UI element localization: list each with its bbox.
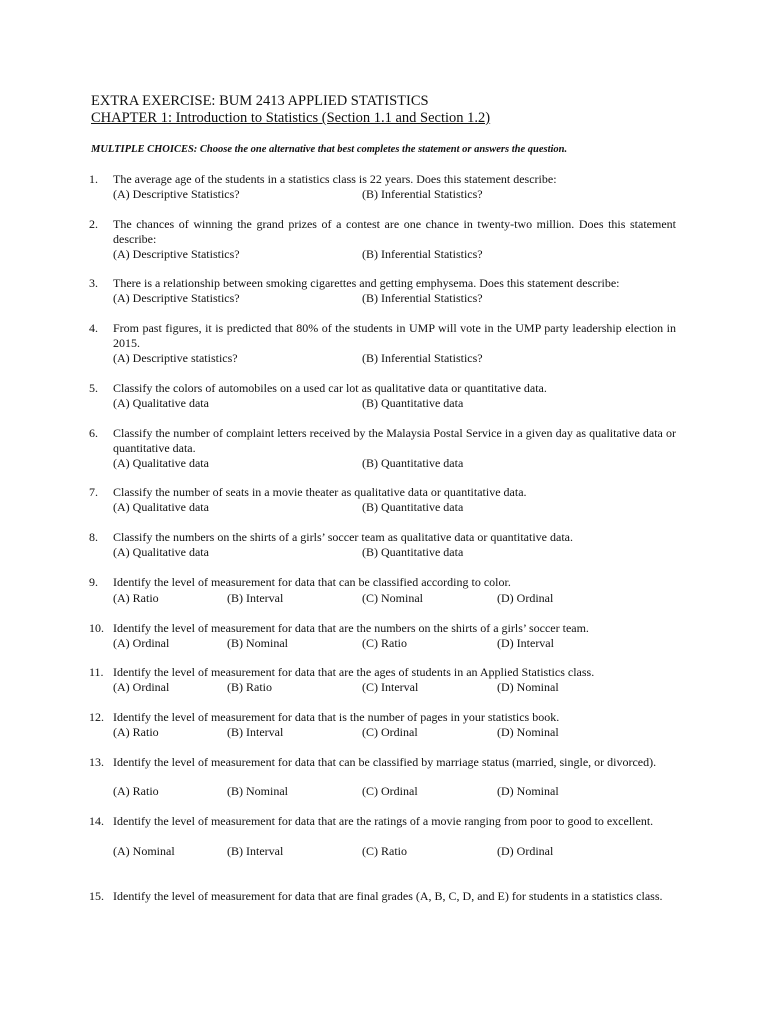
option-b: (B) Quantitative data xyxy=(362,500,464,514)
option-a: (A) Qualitative data xyxy=(113,545,209,559)
question-text: Identify the level of measurement for data that are the ratings of a movie ranging from poor to good to excellent. xyxy=(113,814,654,828)
option-b: (B) Quantitative data xyxy=(362,545,464,559)
option-a: (A) Qualitative data xyxy=(113,396,209,410)
option-d: (D) Nominal xyxy=(497,725,559,739)
question-number: 12. xyxy=(89,710,104,724)
question-number: 14. xyxy=(89,814,104,828)
option-b: (B) Ratio xyxy=(227,680,272,694)
question-number: 11. xyxy=(89,665,104,679)
question-number: 8. xyxy=(89,530,98,544)
option-d: (D) Ordinal xyxy=(497,591,554,605)
option-b: (B) Interval xyxy=(227,844,284,858)
option-c: (C) Nominal xyxy=(362,591,423,605)
option-b: (B) Quantitative data xyxy=(362,456,464,470)
question-text: From past figures, it is predicted that 80% of the students in UMP will vote in the UMP party leadership election in 2015. xyxy=(113,321,676,350)
option-a: (A) Qualitative data xyxy=(113,456,209,470)
option-a: (A) Ordinal xyxy=(113,680,170,694)
option-d: (D) Nominal xyxy=(497,680,559,694)
option-d: (D) Nominal xyxy=(497,784,559,798)
option-a: (A) Ratio xyxy=(113,784,159,798)
question-text: There is a relationship between smoking cigarettes and getting emphysema. Does this statement describe: xyxy=(113,276,620,290)
instructions xyxy=(91,144,681,155)
chapter-heading: CHAPTER 1: Introduction to Statistics (Section 1.1 and Section 1.2) xyxy=(91,110,491,126)
question-text: Identify the level of measurement for data that are the ages of students in an Applied Statistics class. xyxy=(113,665,595,679)
question-text: The chances of winning the grand prizes of a contest are one chance in twenty-two million. Does this statement describe: xyxy=(113,217,676,246)
option-a: (A) Ratio xyxy=(113,591,159,605)
option-b: (B) Inferential Statistics? xyxy=(362,187,483,201)
option-b: (B) Nominal xyxy=(227,784,288,798)
option-a: (A) Descriptive Statistics? xyxy=(113,291,240,305)
question-number: 4. xyxy=(89,321,98,335)
question-number: 5. xyxy=(89,381,98,395)
option-c: (C) Ratio xyxy=(362,636,407,650)
question-number: 6. xyxy=(89,426,98,440)
question-text: Identify the level of measurement for data that are final grades (A, B, C, D, and E) for students in a statistics class. xyxy=(113,889,663,903)
question-text: The average age of the students in a statistics class is 22 years. Does this statement describe: xyxy=(113,172,557,186)
option-a: (A) Descriptive Statistics? xyxy=(113,187,240,201)
question-number: 15. xyxy=(89,889,104,903)
option-a: (A) Ordinal xyxy=(113,636,170,650)
option-b: (B) Nominal xyxy=(227,636,288,650)
option-a: (A) Descriptive statistics? xyxy=(113,351,238,365)
instructions-label: MULTIPLE CHOICES: xyxy=(91,144,198,155)
option-d: (D) Ordinal xyxy=(497,844,554,858)
option-b: (B) Interval xyxy=(227,725,284,739)
option-b: (B) Quantitative data xyxy=(362,396,464,410)
option-c: (C) Ratio xyxy=(362,844,407,858)
option-c: (C) Ordinal xyxy=(362,784,418,798)
question-text: Classify the colors of automobiles on a used car lot as qualitative data or quantitative data. xyxy=(113,381,547,395)
question-number: 3. xyxy=(89,276,98,290)
question-number: 1. xyxy=(89,172,98,186)
option-b: (B) Inferential Statistics? xyxy=(362,291,483,305)
option-a: (A) Ratio xyxy=(113,725,159,739)
question-text: Classify the number of complaint letters received by the Malaysia Postal Service in a given day as qualitative data or quantitative data. xyxy=(113,426,676,455)
question-number: 9. xyxy=(89,575,98,589)
question-text: Identify the level of measurement for data that are the numbers on the shirts of a girls’ soccer team. xyxy=(113,621,589,635)
question-number: 7. xyxy=(89,485,98,499)
question-number: 10. xyxy=(89,621,104,635)
option-b: (B) Inferential Statistics? xyxy=(362,247,483,261)
option-d: (D) Interval xyxy=(497,636,554,650)
question-number: 2. xyxy=(89,217,98,231)
question-text: Identify the level of measurement for data that is the number of pages in your statistics book. xyxy=(113,710,560,724)
option-c: (C) Interval xyxy=(362,680,419,694)
instructions-text: Choose the one alternative that best completes the statement or answers the question. xyxy=(197,144,568,155)
question-text: Identify the level of measurement for data that can be classified according to color. xyxy=(113,575,511,589)
option-b: (B) Interval xyxy=(227,591,284,605)
question-text: Identify the level of measurement for data that can be classified by marriage status (married, single, or divorced). xyxy=(113,755,657,769)
document-title: EXTRA EXERCISE: BUM 2413 APPLIED STATISTICS xyxy=(91,93,429,109)
option-a: (A) Nominal xyxy=(113,844,175,858)
option-b: (B) Inferential Statistics? xyxy=(362,351,483,365)
question-text: Classify the numbers on the shirts of a girls’ soccer team as qualitative data or quantitative data. xyxy=(113,530,573,544)
option-a: (A) Descriptive Statistics? xyxy=(113,247,240,261)
question-number: 13. xyxy=(89,755,104,769)
question-text: Classify the number of seats in a movie theater as qualitative data or quantitative data. xyxy=(113,485,527,499)
option-c: (C) Ordinal xyxy=(362,725,418,739)
option-a: (A) Qualitative data xyxy=(113,500,209,514)
